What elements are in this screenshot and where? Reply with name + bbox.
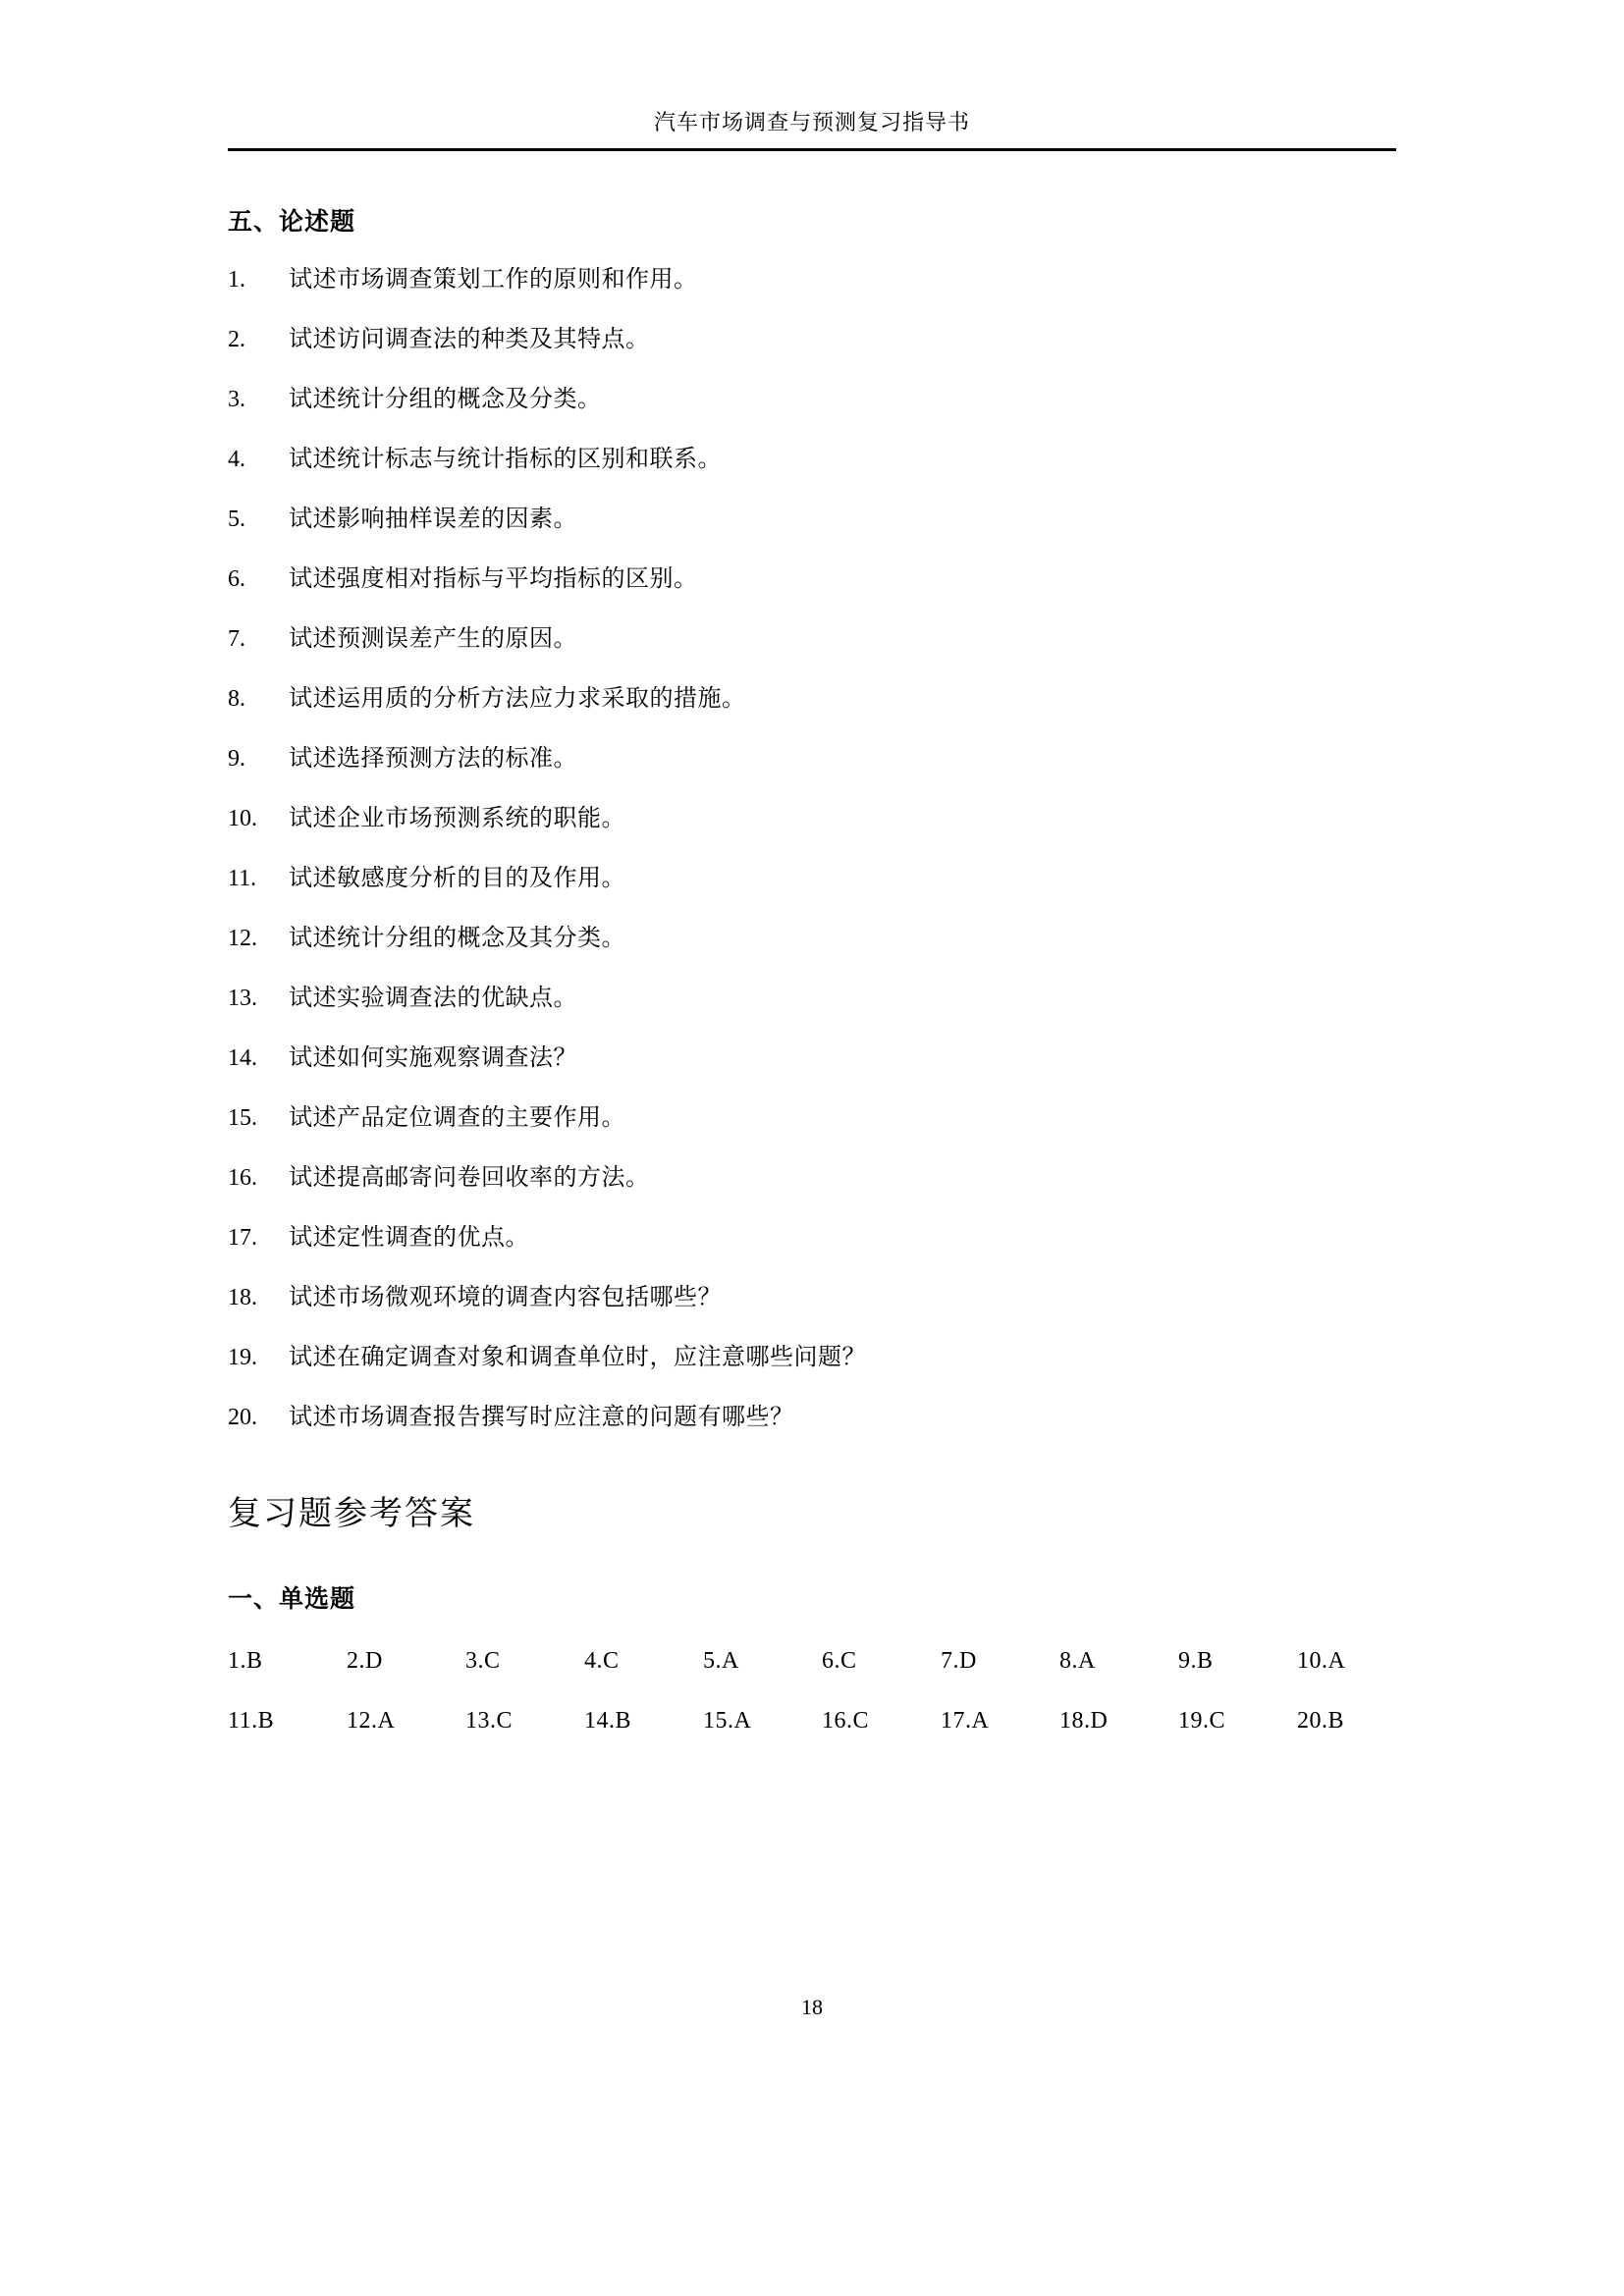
list-item — [228, 442, 1396, 477]
list-item — [228, 861, 1396, 896]
question-text: 试述市场调查报告撰写时应注意的问题有哪些？ — [289, 1405, 794, 1430]
list-item — [228, 621, 1396, 657]
answer-cell: 17.A — [941, 1708, 990, 1734]
list-item — [228, 262, 1396, 297]
list-item — [228, 1340, 1396, 1375]
answer-cell: 8.A — [1059, 1648, 1096, 1674]
answer-cell: 2.D — [347, 1648, 383, 1674]
answer-cell: 16.C — [822, 1708, 870, 1734]
question-text: 试述企业市场预测系统的职能。 — [289, 806, 625, 831]
question-number: 7. — [228, 626, 245, 652]
question-number: 1. — [228, 267, 245, 293]
list-item — [228, 921, 1396, 956]
answer-cell: 20.B — [1297, 1708, 1345, 1734]
list-item — [228, 502, 1396, 537]
essay-section-heading: 五、论述题 — [228, 209, 356, 236]
single-choice-heading: 一、单选题 — [228, 1586, 356, 1613]
list-item — [228, 681, 1396, 717]
question-text: 试述市场调查策划工作的原则和作用。 — [289, 267, 698, 293]
question-text: 试述统计分组的概念及其分类。 — [289, 926, 625, 951]
list-item — [228, 1041, 1396, 1076]
running-header — [228, 0, 1396, 136]
answer-cell: 15.A — [703, 1708, 752, 1734]
question-number: 4. — [228, 447, 245, 472]
list-item — [228, 1160, 1396, 1196]
list-item — [228, 1220, 1396, 1255]
question-text: 试述敏感度分析的目的及作用。 — [289, 866, 625, 891]
question-text: 试述如何实施观察调查法？ — [289, 1045, 577, 1071]
list-item — [228, 322, 1396, 357]
question-text: 试述选择预测方法的标准。 — [289, 746, 577, 772]
question-text: 试述强度相对指标与平均指标的区别。 — [289, 566, 698, 592]
question-text: 试述预测误差产生的原因。 — [289, 626, 577, 652]
running-header-text: 汽车市场调查与预测复习指导书 — [653, 110, 970, 134]
answer-cell: 4.C — [584, 1648, 620, 1674]
question-number: 6. — [228, 566, 245, 592]
question-number: 9. — [228, 746, 245, 772]
answers-heading: 复习题参考答案 — [228, 1496, 475, 1532]
answer-cell: 9.B — [1178, 1648, 1214, 1674]
answer-cell: 19.C — [1178, 1708, 1226, 1734]
answer-cell: 7.D — [941, 1648, 977, 1674]
essay-question-list — [228, 262, 1396, 1435]
question-text: 试述影响抽样误差的因素。 — [289, 507, 577, 532]
question-number: 2. — [228, 327, 245, 352]
question-number: 15. — [228, 1105, 257, 1131]
question-number: 10. — [228, 806, 257, 831]
question-text: 试述统计标志与统计指标的区别和联系。 — [289, 447, 722, 472]
question-text: 试述提高邮寄问卷回收率的方法。 — [289, 1165, 650, 1191]
question-number: 11. — [228, 866, 257, 891]
question-number: 14. — [228, 1045, 257, 1071]
answer-cell: 11.B — [228, 1708, 275, 1734]
question-number: 12. — [228, 926, 257, 951]
question-text: 试述实验调查法的优缺点。 — [289, 986, 577, 1011]
list-item — [228, 1400, 1396, 1435]
question-text: 试述市场微观环境的调查内容包括哪些？ — [289, 1285, 722, 1310]
question-number: 18. — [228, 1285, 257, 1310]
answer-cell: 18.D — [1059, 1708, 1109, 1734]
answer-cell: 12.A — [347, 1708, 396, 1734]
question-number: 3. — [228, 387, 245, 412]
header-rule — [228, 148, 1396, 151]
question-number: 19. — [228, 1345, 257, 1370]
question-text: 试述运用质的分析方法应力求采取的措施。 — [289, 686, 746, 712]
list-item — [228, 382, 1396, 417]
question-number: 8. — [228, 686, 245, 712]
question-text: 试述访问调查法的种类及其特点。 — [289, 327, 650, 352]
question-number: 17. — [228, 1225, 257, 1251]
list-item — [228, 1100, 1396, 1136]
page-number: 18 — [801, 1995, 823, 2019]
answer-cell: 3.C — [465, 1648, 501, 1674]
answer-cell: 13.C — [465, 1708, 514, 1734]
question-number: 5. — [228, 507, 245, 532]
question-text: 试述定性调查的优点。 — [289, 1225, 529, 1251]
question-number: 13. — [228, 986, 257, 1011]
question-text: 试述统计分组的概念及分类。 — [289, 387, 602, 412]
question-number: 20. — [228, 1405, 257, 1430]
list-item — [228, 741, 1396, 776]
answer-cell: 5.A — [703, 1648, 739, 1674]
answer-cell: 10.A — [1297, 1648, 1346, 1674]
list-item — [228, 1280, 1396, 1315]
question-number: 16. — [228, 1165, 257, 1191]
answer-row — [228, 1648, 1396, 1675]
question-text: 试述在确定调查对象和调查单位时，应注意哪些问题？ — [289, 1345, 866, 1370]
answer-cell: 14.B — [584, 1708, 632, 1734]
answer-cell: 1.B — [228, 1648, 263, 1674]
list-item — [228, 981, 1396, 1016]
answer-cell: 6.C — [822, 1648, 857, 1674]
answer-row — [228, 1708, 1396, 1735]
page-content — [228, 0, 1396, 1735]
list-item — [228, 561, 1396, 597]
question-text: 试述产品定位调查的主要作用。 — [289, 1105, 625, 1131]
list-item — [228, 801, 1396, 836]
